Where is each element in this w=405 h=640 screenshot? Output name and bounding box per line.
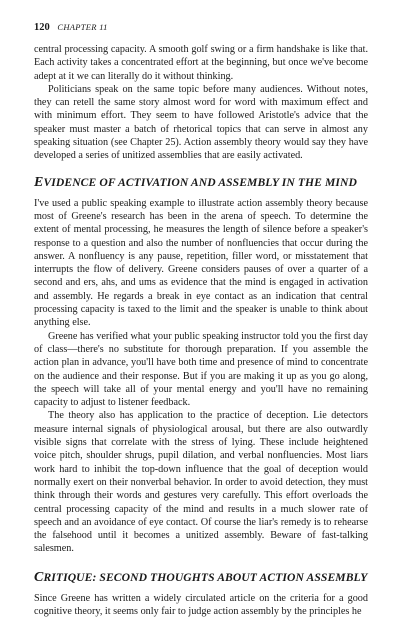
- paragraph-5: The theory also has application to the practice of deception. Lie detectors measure internal signals of physiological arousal, but there are also outwardly visible signs that correlate with the stress of lying. These include heightened voice pitch, shoulder shrugs, pupil dilation, and verbal nonfluencies. Most liars work hard to inhibit the top-down influence that the goal of deception would normally exert on their nonverbal behavior. In order to avoid detection, they must think through their words and gestures very carefully. This effort overloads the central processing capacity of the mind and results in a much slower rate of speech and an avoidance of eye contact. Of course the liar's remedy is to rehearse the falsehood until it becomes a unitized assembly. Beware of fast-talking salesmen.: [34, 410, 368, 555]
- heading-initial: E: [34, 174, 44, 190]
- paragraph-4: Greene has verified what your public speaking instructor told you the first day of class—there's no substitute for thorough preparation. If you assemble the action plan in advance, you'll have both time and presence of mind to concentrate on the audience and their response. But if you are making it up as you go along, the speech will take all of your mental energy and you'll have no remaining capacity to adjust to listener feedback.: [34, 330, 368, 409]
- chapter-label: CHAPTER 11: [57, 22, 108, 32]
- page-number: 120: [34, 22, 50, 33]
- heading-text: VIDENCE OF ACTIVATION AND ASSEMBLY IN THE MIND: [43, 175, 357, 189]
- section-heading-critique: [34, 570, 368, 586]
- heading-initial: C: [34, 569, 44, 585]
- section-heading-evidence: [34, 175, 368, 191]
- paragraph-6: Since Greene has written a widely circulated article on the criteria for a good cognitive theory, it seems only fair to judge action assembly by the principles he: [34, 592, 368, 617]
- paragraph-1: central processing capacity. A smooth golf swing or a firm handshake is like that. Each activity takes a concentrated effort at the beginning, but once we've become adept at it we can literally do it without thinking.: [34, 44, 368, 82]
- running-head: [34, 22, 368, 33]
- paragraph-3: I've used a public speaking example to illustrate action assembly theory because most of Greene's research has been in the arena of speech. To determine the extent of mental processing, he measures the length of silence before a speaker's response to a question and also the number of nonfluencies that occur during the answer. A nonfluency is any pause, repetition, filler word, or misstatement that interrupts the flow of delivery. Greene considers pauses of over a quarter of a second and ers, ahs, and ums as evidence that the mind is engaged in activation and assembly. He regards a break in eye contact as an indication that central processing capacity is taxed to the limit and the speaker is unable to think about anything else.: [34, 197, 368, 329]
- paragraph-2: Politicians speak on the same topic before many audiences. Without notes, they can retell the same story almost word for word with maximum effect and with minimum effort. They seem to have followed Aristotle's advice that the speaker must master a batch of rhetorical topics that can serve in almost any speaking situation (see Chapter 25). Action assembly theory would say they have developed a series of unitized assemblies that are easily activated.: [34, 83, 368, 162]
- heading-text: RITIQUE: SECOND THOUGHTS ABOUT ACTION ASSEMBLY: [43, 570, 368, 584]
